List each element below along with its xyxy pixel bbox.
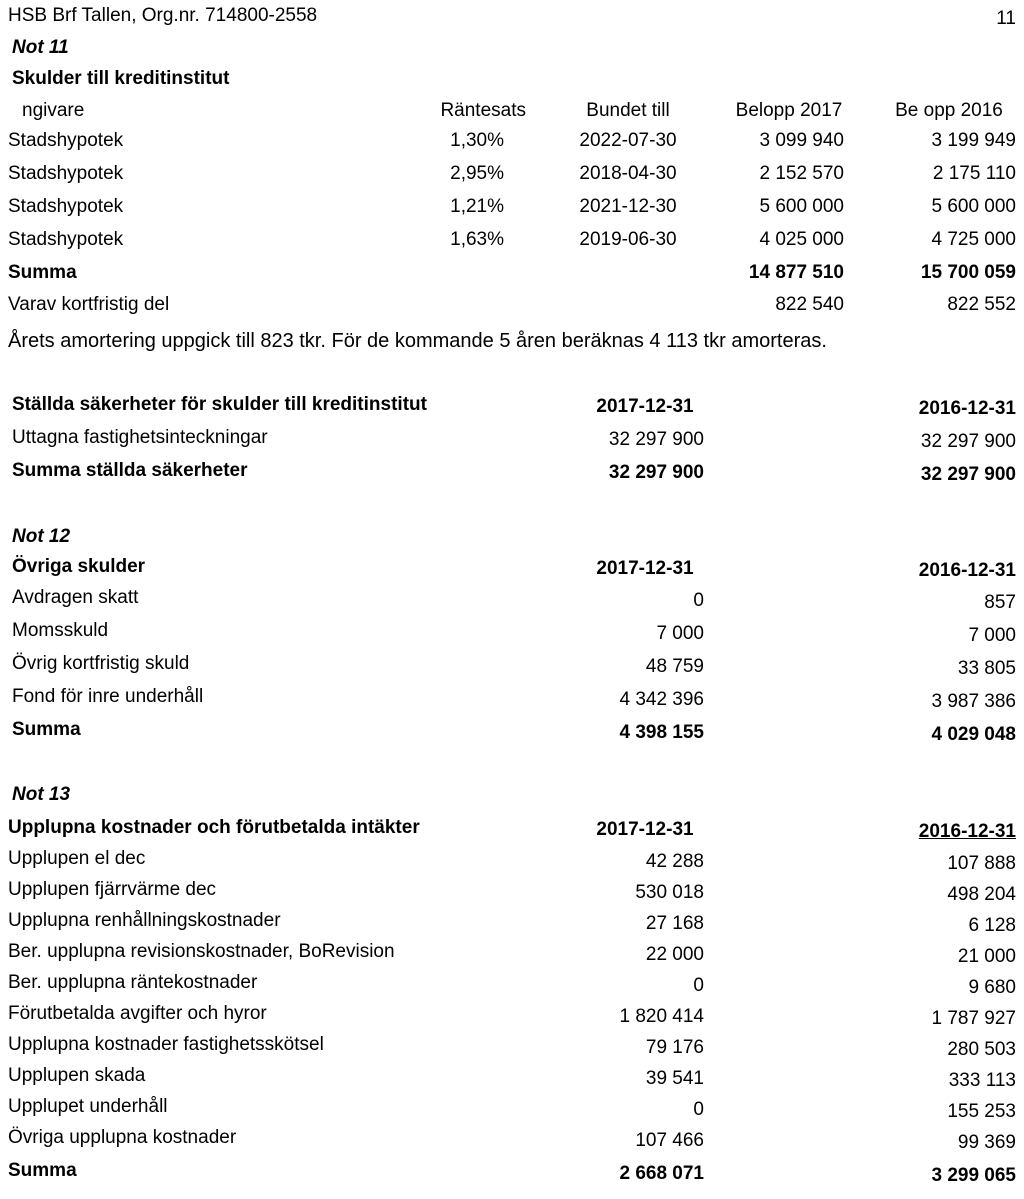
other-liabilities-sum-2016: 4 029 048 xyxy=(931,724,1016,745)
liability-2017: 7 000 xyxy=(656,623,704,644)
accrued-sum-2017: 2 668 071 xyxy=(619,1163,704,1184)
accrual-2017: 0 xyxy=(693,975,704,996)
loan-lender: Stadshypotek xyxy=(8,130,124,151)
loan-lender: Stadshypotek xyxy=(8,196,124,217)
liability-2016: 857 xyxy=(984,592,1016,613)
other-liabilities-sum-label: Summa xyxy=(12,719,81,740)
accrual-2017: 530 018 xyxy=(635,882,704,903)
loan-amount-2017: 3 099 940 xyxy=(759,130,844,151)
liability-2016: 7 000 xyxy=(968,625,1016,646)
pledged-col-2016: 2016-12-31 xyxy=(918,398,1016,419)
accrual-label: Upplupet underhåll xyxy=(8,1096,168,1117)
accrual-2016: 6 128 xyxy=(968,915,1016,936)
loan-amount-2016: 3 199 949 xyxy=(931,130,1016,151)
org-header: HSB Brf Tallen, Org.nr. 714800-2558 xyxy=(8,5,318,26)
liability-2016: 3 987 386 xyxy=(931,691,1016,712)
loan-fixed-until: 2019-06-30 xyxy=(579,229,677,250)
loan-lender: Stadshypotek xyxy=(8,229,124,250)
other-liabilities-col-2017: 2017-12-31 xyxy=(596,558,694,579)
loan-amount-2017: 2 152 570 xyxy=(759,163,844,184)
accrual-2017: 22 000 xyxy=(645,944,704,965)
mortgage-deeds-label: Uttagna fastighetsinteckningar xyxy=(12,427,268,448)
loan-amount-2017: 5 600 000 xyxy=(759,196,844,217)
accrual-2016: 21 000 xyxy=(957,946,1016,967)
mortgage-deeds-2016: 32 297 900 xyxy=(920,431,1016,452)
loan-amount-2016: 4 725 000 xyxy=(931,229,1016,250)
loan-amount-2016: 5 600 000 xyxy=(931,196,1016,217)
liability-label: Momsskuld xyxy=(12,620,109,641)
other-liabilities-sum-2017: 4 398 155 xyxy=(619,722,704,743)
loans-sum-2017: 14 877 510 xyxy=(748,262,844,283)
note-12-heading: Not 12 xyxy=(12,526,71,547)
pledged-sum-label: Summa ställda säkerheter xyxy=(12,460,248,481)
other-liabilities-title: Övriga skulder xyxy=(12,556,146,577)
liability-2017: 4 342 396 xyxy=(619,689,704,710)
loan-amount-2017: 4 025 000 xyxy=(759,229,844,250)
liability-label: Övrig kortfristig skuld xyxy=(12,653,190,674)
accrual-2017: 27 168 xyxy=(645,913,704,934)
liability-2017: 0 xyxy=(693,590,704,611)
accrual-2016: 155 253 xyxy=(947,1101,1016,1122)
accrual-label: Upplupna renhållningskostnader xyxy=(8,910,281,931)
loan-fixed-until: 2018-04-30 xyxy=(579,163,677,184)
loan-fixed-until: 2022-07-30 xyxy=(579,130,677,151)
accrued-title: Upplupna kostnader och förutbetalda intäkter xyxy=(8,817,420,838)
accrual-2016: 107 888 xyxy=(947,853,1016,874)
liability-2017: 48 759 xyxy=(645,656,704,677)
accrued-sum-2016: 3 299 065 xyxy=(931,1165,1016,1186)
col-lender: ngivare xyxy=(22,100,85,121)
pledged-sum-2017: 32 297 900 xyxy=(608,462,704,483)
liability-label: Fond för inre underhåll xyxy=(12,686,204,707)
loan-rate: 2,95% xyxy=(450,163,504,184)
short-term-2017: 822 540 xyxy=(775,294,844,315)
amortization-note: Årets amortering uppgick till 823 tkr. För de kommande 5 åren beräknas 4 113 tkr amorteras. xyxy=(8,330,827,352)
loan-lender: Stadshypotek xyxy=(8,163,124,184)
pledged-col-2017: 2017-12-31 xyxy=(596,396,694,417)
accrual-2016: 498 204 xyxy=(947,884,1016,905)
col-amount-2017: Belopp 2017 xyxy=(735,100,843,121)
accrual-2016: 1 787 927 xyxy=(931,1008,1016,1029)
accrual-label: Upplupen fjärrvärme dec xyxy=(8,879,217,900)
mortgage-deeds-2017: 32 297 900 xyxy=(608,429,704,450)
accrued-col-2016: 2016-12-31 xyxy=(918,821,1016,842)
pledged-sum-2016: 32 297 900 xyxy=(920,464,1016,485)
accrual-label: Upplupen el dec xyxy=(8,848,146,869)
accrual-label: Ber. upplupna revisionskostnader, BoRevision xyxy=(8,941,395,962)
short-term-label: Varav kortfristig del xyxy=(8,294,170,315)
loans-sum-2016: 15 700 059 xyxy=(920,262,1016,283)
section-title-debts: Skulder till kreditinstitut xyxy=(12,68,230,89)
col-rate: Räntesats xyxy=(440,100,526,121)
accrual-label: Ber. upplupna räntekostnader xyxy=(8,972,258,993)
loan-rate: 1,30% xyxy=(450,130,504,151)
accrual-2017: 1 820 414 xyxy=(619,1006,704,1027)
accrued-sum-label: Summa xyxy=(8,1160,77,1181)
page-number: 11 xyxy=(996,8,1016,29)
accrual-2016: 99 369 xyxy=(957,1132,1016,1153)
accrued-col-2017: 2017-12-31 xyxy=(596,819,694,840)
pledged-title: Ställda säkerheter för skulder till kreditinstitut xyxy=(12,394,427,415)
other-liabilities-col-2016: 2016-12-31 xyxy=(918,560,1016,581)
loan-rate: 1,21% xyxy=(450,196,504,217)
accrual-2016: 280 503 xyxy=(947,1039,1016,1060)
accrual-label: Upplupna kostnader fastighetsskötsel xyxy=(8,1034,324,1055)
liability-2016: 33 805 xyxy=(957,658,1016,679)
accrual-2017: 42 288 xyxy=(645,851,704,872)
loan-rate: 1,63% xyxy=(450,229,504,250)
accrual-2017: 107 466 xyxy=(635,1130,704,1151)
loan-fixed-until: 2021-12-30 xyxy=(579,196,677,217)
loans-sum-label: Summa xyxy=(8,262,77,283)
accrual-2017: 0 xyxy=(693,1099,704,1120)
accrual-2016: 9 680 xyxy=(968,977,1016,998)
note-11-heading: Not 11 xyxy=(12,37,69,58)
accrual-2017: 39 541 xyxy=(645,1068,704,1089)
liability-label: Avdragen skatt xyxy=(12,587,139,608)
accrual-label: Övriga upplupna kostnader xyxy=(8,1127,237,1148)
col-amount-2016: Be opp 2016 xyxy=(895,100,1003,121)
col-fixed-until: Bundet till xyxy=(586,100,670,121)
short-term-2016: 822 552 xyxy=(947,294,1016,315)
accrual-label: Upplupen skada xyxy=(8,1065,146,1086)
note-13-heading: Not 13 xyxy=(12,784,71,805)
loan-amount-2016: 2 175 110 xyxy=(932,163,1016,184)
accrual-2017: 79 176 xyxy=(645,1037,704,1058)
accrual-label: Förutbetalda avgifter och hyror xyxy=(8,1003,267,1024)
accrual-2016: 333 113 xyxy=(948,1070,1016,1091)
